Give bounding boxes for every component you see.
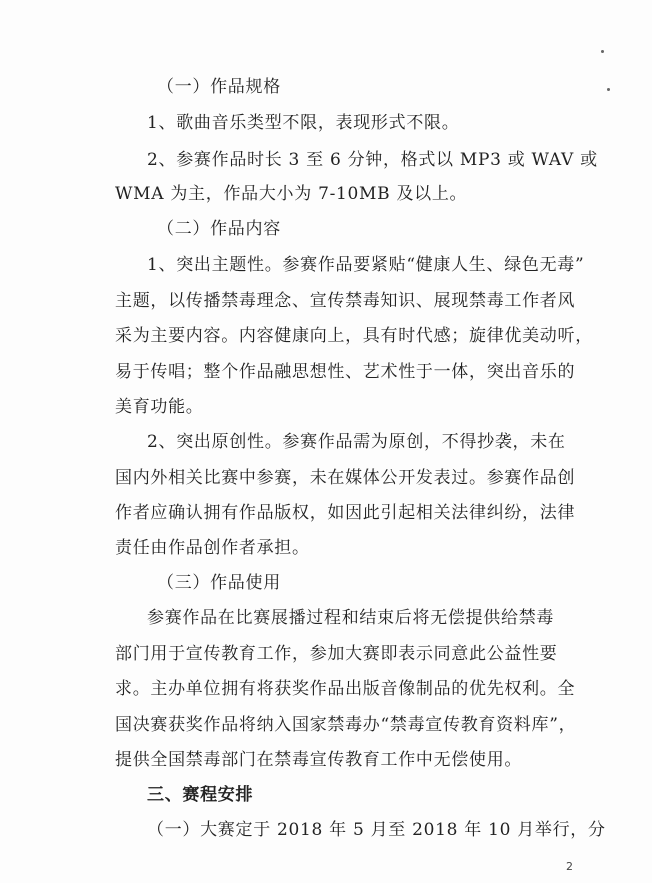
paragraph-line: 国内外相关比赛中参赛，未在媒体公开发表过。参赛作品创	[115, 468, 576, 488]
paragraph-line: WMA 为主，作品大小为 7-10MB 及以上。	[115, 184, 468, 204]
scan-speck	[601, 50, 604, 53]
paragraph-line: 美育功能。	[115, 397, 204, 417]
paragraph-line: 国决赛获奖作品将纳入国家禁毒办“禁毒宣传教育资料库”，	[115, 715, 577, 735]
section-heading: 三、赛程安排	[147, 785, 254, 805]
paragraph-line: 部门用于宣传教育工作，参加大赛即表示同意此公益性要	[115, 644, 558, 664]
paragraph-line: 提供全国禁毒部门在禁毒宣传教育工作中无偿使用。	[115, 750, 523, 770]
paragraph-line: （一）大赛定于 2018 年 5 月至 2018 年 10 月举行，分	[147, 820, 606, 840]
subheading-1: （一）作品规格	[157, 77, 281, 97]
page-number: 2	[566, 860, 573, 873]
paragraph-line: 易于传唱；整个作品融思想性、艺术性于一体，突出音乐的	[115, 362, 576, 382]
scan-speck	[607, 88, 610, 91]
subheading-2: （二）作品内容	[157, 219, 281, 239]
paragraph-line: 求。主办单位拥有将获奖作品出版音像制品的优先权利。全	[115, 679, 576, 699]
paragraph-line: 2、参赛作品时长 3 至 6 分钟，格式以 MP3 或 WAV 或	[147, 150, 598, 170]
paragraph-line: 采为主要内容。内容健康向上，具有时代感；旋律优美动听，	[115, 326, 593, 346]
paragraph-line: 主题，以传播禁毒理念、宣传禁毒知识、展现禁毒工作者风	[115, 291, 576, 311]
subheading-3: （三）作品使用	[157, 573, 281, 593]
paragraph-line: 责任由作品创作者承担。	[115, 538, 310, 558]
paragraph-line: 作者应确认拥有作品版权，如因此引起相关法律纠纷，法律	[115, 503, 576, 523]
paragraph-line: 参赛作品在比赛展播过程和结束后将无偿提供给禁毒	[147, 608, 555, 628]
paragraph-line: 2、突出原创性。参赛作品需为原创，不得抄袭，未在	[147, 432, 566, 452]
paragraph-line: 1、突出主题性。参赛作品要紧贴“健康人生、绿色无毒”	[147, 255, 585, 275]
paragraph-line: 1、歌曲音乐类型不限，表现形式不限。	[147, 113, 460, 133]
